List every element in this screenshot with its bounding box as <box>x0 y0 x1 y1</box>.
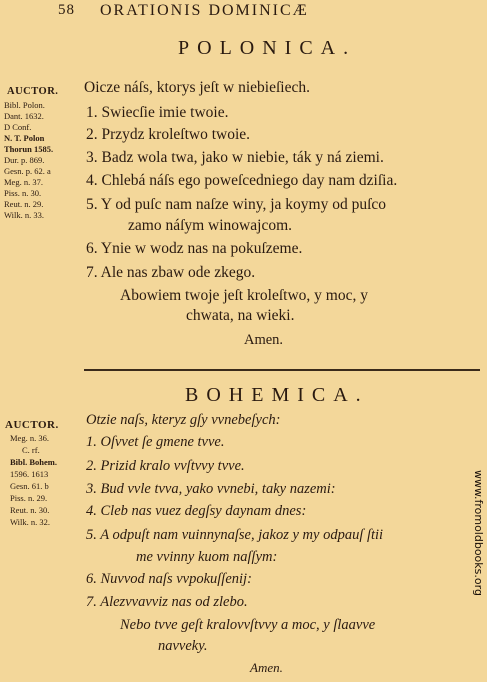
polonica-title: POLONICA. <box>178 37 357 59</box>
bohemica-line: 5. A odpuſt nam vuinnynaſse, jakoz y my odpauſ ſtii <box>86 527 384 543</box>
watermark: www.fromoldbooks.org <box>472 470 485 596</box>
bohemica-line: Otzie naſs, kteryz gſy vvnebeſych: <box>86 412 281 428</box>
polonica-line: 5. Y od puſc nam naſze winy, ja koymy od puſco <box>86 196 387 213</box>
source-ref: C. rf. <box>22 445 40 455</box>
bohemica-line: 1. Oſvvet ſe gmene tvve. <box>86 434 225 450</box>
polonica-sources <box>4 100 53 221</box>
bohemica-sources <box>10 432 57 528</box>
source-ref: Reut. n. 30. <box>10 505 50 515</box>
bohemica-auctor-label: AUCTOR. <box>5 419 59 431</box>
bohemica-line: 2. Prizid kralo vvſtvvy tvve. <box>86 458 245 474</box>
bohemica-line: 4. Cleb nas vuez degſsy daynam dnes: <box>86 503 307 519</box>
polonica-line: 1. Swiecſie imie twoie. <box>86 104 229 121</box>
source-ref: Piss. n. 30. <box>4 188 42 198</box>
polonica-amen: Amen. <box>244 332 284 348</box>
source-ref: Gesn. p. 62. a <box>4 166 51 176</box>
bohemica-line: 6. Nuvvod naſs vvpokuſſenij: <box>86 571 252 587</box>
polonica-line: 4. Chlebá náſs ego poweſcedniego day nam dziſia. <box>86 172 398 189</box>
source-ref: Dur. p. 869. <box>4 155 45 165</box>
bohemica-line: navveky. <box>158 638 208 654</box>
source-ref: Wilk. n. 33. <box>4 210 45 220</box>
page-header-title: ORATIONIS DOMINICÆ <box>100 2 309 19</box>
section-divider <box>84 369 480 371</box>
bohemica-line: Nebo tvve geſt kralovvſtvvy a moc, y ſlaavve <box>120 617 376 633</box>
source-ref: 1596. 1613 <box>10 469 49 479</box>
polonica-line: chwata, na wieki. <box>186 307 295 324</box>
polonica-line: zamo náſym winowajcom. <box>128 217 292 234</box>
source-ref: Bibl. Bohem. <box>10 457 57 467</box>
source-ref: D Conf. <box>4 122 32 132</box>
polonica-line: 6. Ynie w wodz nas na pokuſzeme. <box>86 240 303 257</box>
source-ref: Gesn. 61. b <box>10 481 49 491</box>
bohemica-line: me vvinny kuom naſſym: <box>136 549 278 565</box>
bohemica-line: 7. Alezvvavviz nas od zlebo. <box>86 594 248 610</box>
source-ref: Thorun 1585. <box>4 144 54 154</box>
source-ref: Dant. 1632. <box>4 111 44 121</box>
bohemica-amen: Amen. <box>250 660 283 675</box>
source-ref: N. T. Polon <box>4 133 45 143</box>
page-number: 58 <box>58 2 75 18</box>
source-ref: Bibl. Polon. <box>4 100 45 110</box>
source-ref: Wilk. n. 32. <box>10 517 51 527</box>
source-ref: Reut. n. 29. <box>4 199 44 209</box>
polonica-auctor-label: AUCTOR. <box>7 86 59 97</box>
source-ref: Meg. n. 37. <box>4 177 43 187</box>
source-ref: Piss. n. 29. <box>10 493 48 503</box>
bohemica-title: BOHEMICA. <box>185 384 369 406</box>
polonica-line: 7. Ale nas zbaw ode zkego. <box>86 264 256 281</box>
polonica-line: 3. Badz wola twa, jako w niebie, ták y ná ziemi. <box>86 149 384 166</box>
source-ref: Meg. n. 36. <box>10 433 49 443</box>
bohemica-line: 3. Bud vvle tvva, yako vvnebi, taky nazemi: <box>86 481 336 497</box>
polonica-line: 2. Przydz kroleſtwo twoie. <box>86 126 251 143</box>
polonica-line: Abowiem twoje jeſt kroleſtwo, y moc, y <box>120 287 368 304</box>
polonica-line: Oicze náſs, ktorys jeſt w niebieſiech. <box>84 79 310 96</box>
